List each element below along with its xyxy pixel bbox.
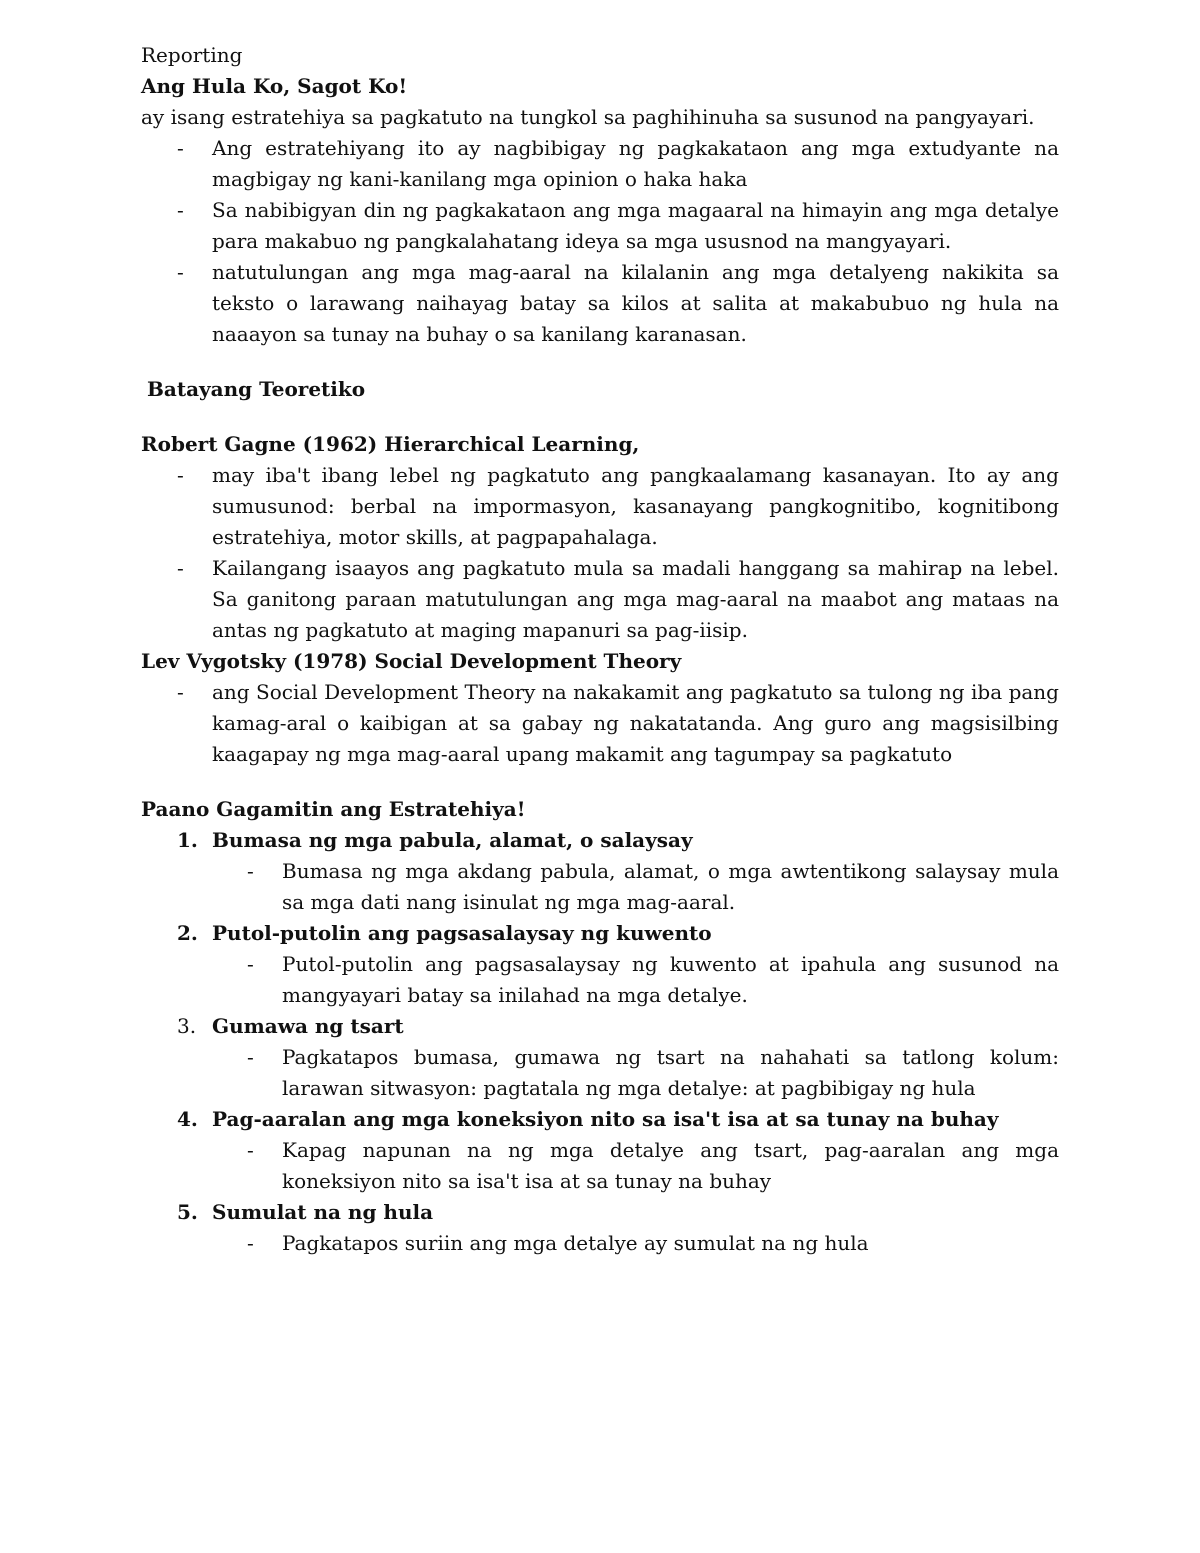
step-title: Gumawa ng tsart bbox=[212, 1014, 404, 1038]
step-heading bbox=[141, 825, 1059, 856]
step-detail: - Putol-putolin ang pagsasalaysay ng kuwento at ipahula ang susunod na mangyayari batay sa inilahad na mga detalye. bbox=[141, 949, 1059, 1011]
step-detail: - Bumasa ng mga akdang pabula, alamat, o mga awtentikong salaysay mula sa mga dati nang isinulat ng mga mag-aaral. bbox=[141, 856, 1059, 918]
document-page bbox=[141, 40, 1059, 1259]
step-detail-list bbox=[141, 949, 1059, 1011]
step-detail-list bbox=[141, 856, 1059, 918]
step-detail: - Pagkatapos suriin ang mga detalye ay sumulat na ng hula bbox=[141, 1228, 1059, 1259]
step-heading bbox=[141, 918, 1059, 949]
step-detail: - Kapag napunan na ng mga detalye ang tsart, pag-aaralan ang mga koneksiyon nito sa isa't isa at sa tunay na buhay bbox=[141, 1135, 1059, 1197]
step-heading bbox=[141, 1197, 1059, 1228]
vygotsky-bullet-list bbox=[141, 677, 1059, 770]
document-title: Ang Hula Ko, Sagot Ko! bbox=[141, 74, 408, 98]
step-detail-list bbox=[141, 1228, 1059, 1259]
step-detail-list bbox=[141, 1135, 1059, 1197]
step-item bbox=[141, 1104, 1059, 1197]
step-item bbox=[141, 1197, 1059, 1259]
step-detail-list bbox=[141, 1042, 1059, 1104]
step-heading bbox=[141, 1011, 1059, 1042]
intro-bullet: - Ang estratehiyang ito ay nagbibigay ng pagkakataon ang mga extudyante na magbigay ng kani-kanilang mga opinion o haka haka bbox=[141, 133, 1059, 195]
step-number: 3. bbox=[177, 1014, 197, 1038]
step-number: 2. bbox=[177, 921, 198, 945]
step-heading bbox=[141, 1104, 1059, 1135]
intro-bullet: - natutulungan ang mga mag-aaral na kilalanin ang mga detalyeng nakikita sa teksto o larawang naihayag batay sa kilos at salita at makabubuo ng hula na naaayon sa tunay na buhay o sa kanilang karanasan. bbox=[141, 257, 1059, 350]
step-title: Sumulat na ng hula bbox=[212, 1200, 434, 1224]
intro-paragraph: ay isang estratehiya sa pagkatuto na tungkol sa paghihinuha sa susunod na pangyayari. bbox=[141, 105, 1035, 129]
intro-bullet: - Sa nabibigyan din ng pagkakataon ang mga magaaral na himayin ang mga detalye para makabuo ng pangkalahatang ideya sa mga ususnod na mangyayari. bbox=[141, 195, 1059, 257]
gagne-heading: Robert Gagne (1962) Hierarchical Learning, bbox=[141, 432, 640, 456]
step-number: 1. bbox=[177, 828, 198, 852]
step-item bbox=[141, 918, 1059, 1011]
gagne-bullet: - may iba't ibang lebel ng pagkatuto ang pangkaalamang kasanayan. Ito ay ang sumusunod: berbal na impormasyon, kasanayang pangkognitibo, kognitibong estratehiya, motor skills, at pagpapahalaga. bbox=[141, 460, 1059, 553]
theory-heading: Batayang Teoretiko bbox=[147, 377, 366, 401]
document-label: Reporting bbox=[141, 43, 243, 67]
step-title: Putol-putolin ang pagsasalaysay ng kuwento bbox=[212, 921, 712, 945]
step-detail: - Pagkatapos bumasa, gumawa ng tsart na nahahati sa tatlong kolum: larawan sitwasyon: pagtatala ng mga detalye: at pagbibigay ng hula bbox=[141, 1042, 1059, 1104]
gagne-bullet-list bbox=[141, 460, 1059, 646]
step-title: Bumasa ng mga pabula, alamat, o salaysay bbox=[212, 828, 693, 852]
howto-heading: Paano Gagamitin ang Estratehiya! bbox=[141, 797, 526, 821]
gagne-bullet: - Kailangang isaayos ang pagkatuto mula sa madali hanggang sa mahirap na lebel. Sa ganitong paraan matutulungan ang mga mag-aaral na maabot ang mataas na antas ng pagkatuto at maging mapanuri sa pag-iisip. bbox=[141, 553, 1059, 646]
vygotsky-heading: Lev Vygotsky (1978) Social Development Theory bbox=[141, 649, 682, 673]
vygotsky-bullet: - ang Social Development Theory na nakakamit ang pagkatuto sa tulong ng iba pang kamag-aral o kaibigan at sa gabay ng nakatatanda. Ang guro ang magsisilbing kaagapay ng mga mag-aaral upang makamit ang tagumpay sa pagkatuto bbox=[141, 677, 1059, 770]
step-number: 4. bbox=[177, 1107, 198, 1131]
steps-list bbox=[141, 825, 1059, 1259]
step-number: 5. bbox=[177, 1200, 198, 1224]
step-item bbox=[141, 825, 1059, 918]
step-title: Pag-aaralan ang mga koneksiyon nito sa isa't isa at sa tunay na buhay bbox=[212, 1107, 999, 1131]
step-item bbox=[141, 1011, 1059, 1104]
intro-bullet-list bbox=[141, 133, 1059, 350]
